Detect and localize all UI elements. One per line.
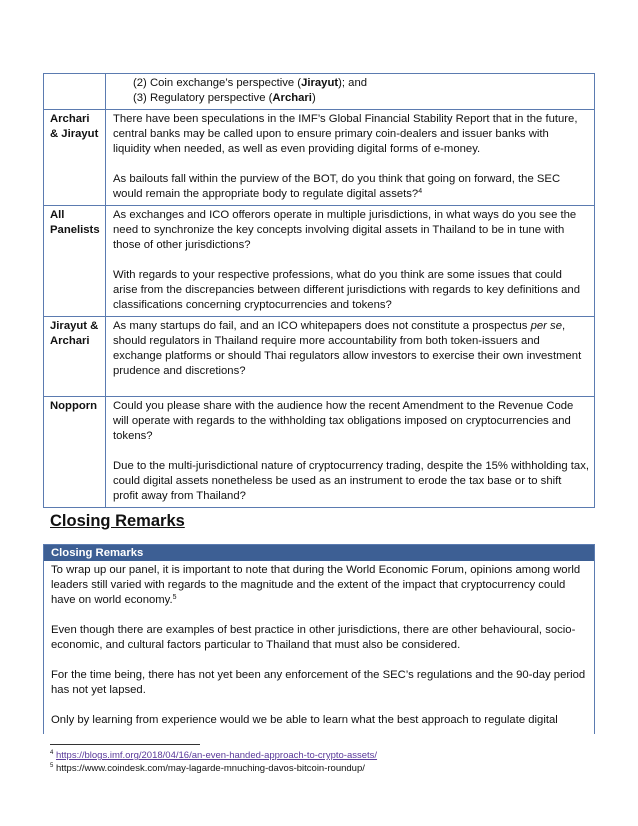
closing-paragraph: Even though there are examples of best practice in other jurisdictions, there are other behavioural, socio-economic, and cultural factors particular to Thailand that must also be considered. xyxy=(51,624,576,651)
closing-paragraph: For the time being, there has not yet been any enforcement of the SEC’s regulations and the 90-day period has not yet lapsed. xyxy=(51,669,586,696)
speaker-cell: Nopporn xyxy=(44,397,106,508)
question-paragraph: Could you please share with the audience how the recent Amendment to the Revenue Code will operate with regards to the withholding tax obligations imposed on cryptocurrencies and tokens? xyxy=(113,400,574,442)
sub-item-2: (2) Coin exchange’s perspective (Jirayut); and xyxy=(133,77,368,89)
footnote-divider xyxy=(50,744,200,745)
footnote-text: https://www.coindesk.com/may-lagarde-mnuching-davos-bitcoin-roundup/ xyxy=(55,763,365,774)
table-row xyxy=(44,317,595,397)
section-heading: Closing Remarks xyxy=(50,512,185,530)
question-paragraph: As many startups do fail, and an ICO whitepapers does not constitute a prospectus per se, should regulators in Thailand require more accountability from both token-issuers and exchange platforms or should Thai regulators allow investors to exercise their own investment prudence and discretions? xyxy=(113,320,582,377)
table-row xyxy=(44,110,595,206)
question-cell xyxy=(106,397,595,508)
sub-item-3: (3) Regulatory perspective (Archari) xyxy=(133,92,316,104)
closing-paragraph: To wrap up our panel, it is important to note that during the World Economic Forum, opinions among world leaders still varied with regards to the magnitude and the extent of the impact that cryptocurrency could have on world economy.$^5$ xyxy=(51,564,581,606)
footnote-item: $^5$ https://www.coindesk.com/may-lagarde-mnuching-davos-bitcoin-roundup/ xyxy=(50,763,365,774)
speaker-cell: Archari & Jirayut xyxy=(44,110,106,206)
question-paragraph: As bailouts fall within the purview of the BOT, do you think that going on forward, the SEC would remain the appropriate body to regulate digital assets?$^4$ xyxy=(113,173,561,200)
question-paragraph: With regards to your respective professions, what do you think are some issues that could arise from the discrepancies between different jurisdictions with regards to key definitions and classifications concerning cryptocurrencies and tokens? xyxy=(113,269,580,311)
footnote-link[interactable]: https://blogs.imf.org/2018/04/16/an-even-handed-approach-to-crypto-assets/ xyxy=(55,750,378,761)
closing-remarks-header: Closing Remarks xyxy=(44,545,594,561)
footnote-ref-5[interactable]: 5 xyxy=(172,594,177,601)
footnotes xyxy=(50,749,377,775)
question-cell xyxy=(106,110,595,206)
footnote-ref-4[interactable]: 4 xyxy=(418,188,423,195)
question-cell xyxy=(106,206,595,317)
table-row xyxy=(44,206,595,317)
question-paragraph: Due to the multi-jurisdictional nature of cryptocurrency trading, despite the 15% withholding tax, could digital assets nonetheless be used as an instrument to erode the tax base or to shift profit away from Thailand? xyxy=(113,460,589,502)
question-cell xyxy=(106,317,595,397)
question-paragraph: As exchanges and ICO offerors operate in multiple jurisdictions, in what ways do you see the need to synchronize the key concepts involving digital assets in Thailand to be in tune with those of other jurisdictions? xyxy=(113,209,577,251)
questions-table xyxy=(43,73,595,508)
question-cell xyxy=(106,74,595,110)
table-row xyxy=(44,397,595,508)
footnote-item: $^4$ https://blogs.imf.org/2018/04/16/an-even-handed-approach-to-crypto-assets/ xyxy=(50,750,378,761)
speaker-cell xyxy=(44,74,106,110)
closing-paragraph: Only by learning from experience would we be able to learn what the best approach to regulate digital xyxy=(51,714,558,726)
speaker-cell: Jirayut & Archari xyxy=(44,317,106,397)
speaker-cell: All Panelists xyxy=(44,206,106,317)
closing-remarks-body xyxy=(44,561,594,730)
table-row xyxy=(44,74,595,110)
closing-remarks-box xyxy=(43,544,595,734)
question-paragraph: There have been speculations in the IMF’s Global Financial Stability Report that in the future, central banks may be called upon to ensure primary coin-dealers and issuer banks with liquidity when needed, as well as even providing digital forms of e-money. xyxy=(113,113,578,155)
